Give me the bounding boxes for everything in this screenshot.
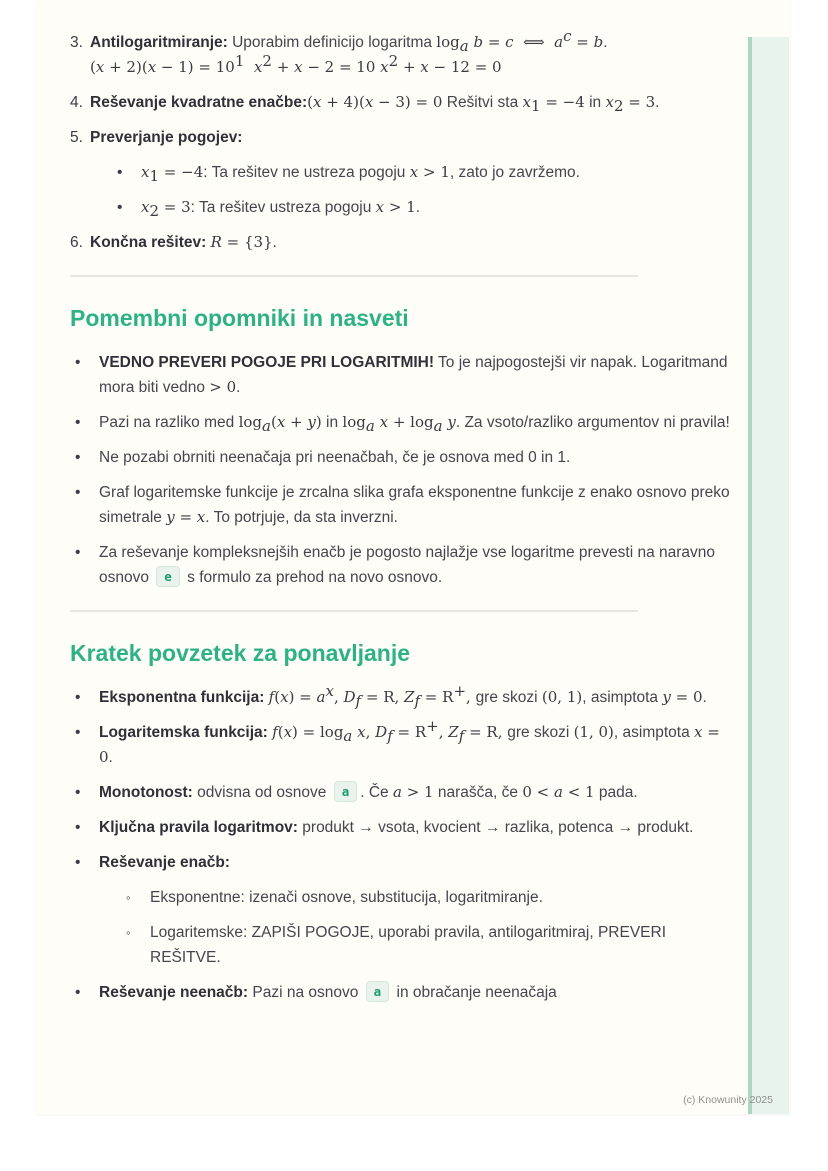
text-run: + xyxy=(398,58,421,76)
numbered-item-text xyxy=(90,125,730,220)
bullet-item-text xyxy=(99,540,730,590)
text-line xyxy=(99,410,730,435)
bullet-item-text xyxy=(141,195,730,220)
text-run: + xyxy=(453,681,467,700)
text-run: ( xyxy=(277,723,284,741)
text-run: f xyxy=(414,692,421,711)
text-run: . Za vsoto/razliko argumentov ni pravila! xyxy=(455,414,730,431)
text-line xyxy=(99,350,730,400)
section-divider xyxy=(70,610,638,612)
bullet-item-text xyxy=(141,160,730,185)
sub-bullet-list xyxy=(90,160,730,220)
text-run: (0, 1) xyxy=(541,688,583,706)
text-run: = 0 xyxy=(99,723,720,766)
bullet-item xyxy=(112,195,730,220)
numbered-item-number: 6. xyxy=(70,234,83,251)
document-content xyxy=(70,26,730,1015)
text-run: x xyxy=(276,413,286,431)
bullet-marker-icon: • xyxy=(75,354,81,371)
bullet-marker-icon: • xyxy=(75,854,81,871)
text-run xyxy=(244,58,254,76)
section-heading: Pomembni opomniki in nasveti xyxy=(70,305,409,331)
text-run: odvisna od osnove xyxy=(197,784,331,801)
text-run: x xyxy=(141,198,150,216)
numbered-item xyxy=(70,230,730,255)
text-run: x xyxy=(364,93,374,111)
text-run: x xyxy=(283,723,293,741)
text-run: = R xyxy=(420,688,454,706)
text-run: = xyxy=(571,33,594,51)
text-run: f xyxy=(268,688,275,706)
text-line xyxy=(99,850,730,875)
text-run: + log xyxy=(388,413,434,431)
text-run: 2 xyxy=(613,97,624,116)
text-run: > 0 xyxy=(209,378,237,396)
text-run: narašča, če xyxy=(433,784,523,801)
text-run: x xyxy=(605,93,614,111)
text-run: Preverjanje pogojev: xyxy=(90,129,243,146)
text-run: R xyxy=(210,233,222,251)
text-run: ) xyxy=(315,413,322,431)
text-run: = R, xyxy=(464,723,508,741)
text-run: log xyxy=(342,413,366,431)
text-run: ( xyxy=(270,413,277,431)
text-run: : Ta rešitev ne ustreza pogoju xyxy=(203,164,410,181)
text-run: b xyxy=(593,33,604,51)
text-run: x xyxy=(196,508,206,526)
bullet-marker-icon: ◦ xyxy=(126,890,131,905)
text-run: D xyxy=(343,688,356,706)
text-run: Eksponentne: izenači osnove, substitucija, logaritmiranje. xyxy=(150,889,543,906)
text-run: c xyxy=(505,33,514,51)
text-run: ⟺ xyxy=(513,33,555,51)
section-divider xyxy=(70,275,638,277)
bullet-item xyxy=(70,480,730,530)
text-run: = xyxy=(174,508,197,526)
text-run: a xyxy=(392,783,402,801)
text-run: . xyxy=(603,34,608,51)
text-run: ) = log xyxy=(292,723,344,741)
bullet-item xyxy=(121,920,730,970)
text-run: a xyxy=(554,783,563,801)
scrollbar-track[interactable] xyxy=(748,37,789,1114)
bullet-item-text xyxy=(99,410,730,435)
text-run: Ne pozabi obrniti neenačaja pri neenačbah, če je osnova med 0 in 1. xyxy=(99,449,571,466)
text-run: 0 < xyxy=(522,783,554,801)
text-line xyxy=(99,445,730,470)
numbered-item xyxy=(70,125,730,220)
text-run: . xyxy=(272,234,277,251)
text-run: 1 xyxy=(234,51,245,70)
text-run: , zato jo zavržemo. xyxy=(449,164,580,181)
bullet-marker-icon: • xyxy=(75,819,81,836)
text-run: b xyxy=(473,33,484,51)
text-run: = 0 xyxy=(670,688,703,706)
bullet-marker-icon: • xyxy=(75,544,81,561)
numbered-item xyxy=(70,26,730,80)
text-run: f xyxy=(355,692,362,711)
text-run: ) = xyxy=(288,688,317,706)
bullet-item xyxy=(70,815,730,840)
text-run: s formulo za prehod na novo osnovo. xyxy=(182,569,443,586)
bullet-marker-icon: • xyxy=(117,199,123,216)
text-run: . xyxy=(415,199,421,216)
text-run: x xyxy=(147,58,157,76)
text-run: , asimptota xyxy=(613,724,695,741)
text-run: , xyxy=(438,723,449,741)
text-run: c xyxy=(563,26,572,45)
text-run: x xyxy=(375,198,385,216)
text-run: x xyxy=(95,58,105,76)
text-run: log xyxy=(436,33,460,51)
numbered-item-number: 5. xyxy=(70,129,83,146)
text-run: Končna rešitev: xyxy=(90,234,211,251)
text-run: To je najpogostejši vir napak. Logaritmand mora biti vedno xyxy=(99,354,728,396)
text-run: Rešitvi sta xyxy=(442,94,523,111)
text-run: Graf logaritemske funkcije je zrcalna slika grafa eksponentne funkcije z enako osnovo preko simetrale xyxy=(99,484,730,526)
document-page xyxy=(37,0,790,1114)
text-run: = 3 xyxy=(623,93,656,111)
text-run: y xyxy=(662,688,671,706)
text-run: VEDNO PREVERI POGOJE PRI LOGARITMIH! xyxy=(99,354,435,371)
text-run: x xyxy=(280,688,289,706)
text-run: Monotonost: xyxy=(99,784,198,801)
inline-code-badge: e xyxy=(156,566,180,587)
text-run: gre skozi xyxy=(475,689,542,706)
bullet-item xyxy=(70,410,730,435)
text-run: Pazi na osnovo xyxy=(252,984,363,1001)
bullet-item-text xyxy=(99,850,730,970)
text-line xyxy=(99,716,730,770)
bullet-item-text xyxy=(99,780,730,805)
bullet-item xyxy=(121,885,730,910)
text-run: + xyxy=(285,413,308,431)
text-run: Antilogaritmiranje: xyxy=(90,34,233,51)
text-run: = R xyxy=(392,723,427,741)
text-run: 2 xyxy=(262,51,272,70)
text-run: a xyxy=(433,417,443,436)
text-run: 2 xyxy=(388,51,399,70)
text-run: . To potrjuje, da sta inverzni. xyxy=(205,509,398,526)
text-line xyxy=(90,90,730,115)
text-run: x xyxy=(357,723,366,741)
text-run: − 3) = 0 xyxy=(373,93,443,111)
text-run: x xyxy=(409,163,419,181)
text-run: x xyxy=(253,58,263,76)
numbered-item xyxy=(70,90,730,115)
text-run: log xyxy=(238,413,262,431)
text-run: − 12 = 0 xyxy=(428,58,502,76)
bullet-item xyxy=(70,850,730,970)
bullet-item-text xyxy=(99,350,730,400)
text-run: = −4 xyxy=(159,163,204,181)
text-line xyxy=(99,980,730,1005)
bullet-item-text xyxy=(150,885,730,910)
text-line xyxy=(150,920,730,970)
numbered-item-text xyxy=(90,90,730,115)
bullet-marker-icon: • xyxy=(75,414,81,431)
text-run: a xyxy=(316,688,326,706)
text-run: , xyxy=(365,723,376,741)
numbered-item-text xyxy=(90,230,730,255)
text-run: f xyxy=(387,727,393,746)
text-line xyxy=(90,26,730,56)
bullet-item xyxy=(112,160,730,185)
text-run: in xyxy=(321,414,343,431)
bullet-marker-icon: • xyxy=(75,449,81,466)
text-run: Pazi na razliko med xyxy=(99,414,239,431)
bullet-list xyxy=(70,681,730,1005)
bullet-marker-icon: • xyxy=(75,689,81,706)
text-run: . Če xyxy=(360,784,393,801)
bullet-list xyxy=(70,350,730,590)
text-run: + xyxy=(271,58,295,76)
bullet-marker-icon: • xyxy=(75,784,81,801)
text-run: Logaritemska funkcija: xyxy=(99,724,273,741)
text-run: − 2 = 10 xyxy=(302,58,381,76)
text-run: a xyxy=(459,37,469,56)
bullet-item xyxy=(70,445,730,470)
text-run: y xyxy=(447,413,456,431)
numbered-item-number: 4. xyxy=(70,94,83,111)
text-run: a xyxy=(262,417,271,436)
text-line xyxy=(99,540,730,590)
text-run: D xyxy=(375,723,388,741)
text-run: > 1 xyxy=(384,198,416,216)
text-run: + 4)( xyxy=(321,93,365,111)
text-line xyxy=(141,195,730,220)
text-run: Z xyxy=(404,688,415,706)
bullet-marker-icon: • xyxy=(75,984,81,1001)
bullet-item xyxy=(70,980,730,1005)
text-line xyxy=(141,160,730,185)
inline-code-badge: a xyxy=(334,781,358,802)
text-run: = R, xyxy=(361,688,405,706)
text-run: Logaritemske: ZAPIŠI POGOJE, uporabi pravila, antilogaritmiraj, PREVERI REŠITVE. xyxy=(150,924,667,966)
text-run: − 1) = 10 xyxy=(156,58,235,76)
text-run: f xyxy=(272,723,278,741)
text-run: 1 xyxy=(149,167,160,186)
text-run: . xyxy=(108,749,113,766)
text-run: a xyxy=(343,727,353,746)
bullet-item xyxy=(70,350,730,400)
text-run: x xyxy=(380,58,389,76)
inline-code-badge: a xyxy=(366,981,390,1002)
bullet-item xyxy=(70,681,730,711)
text-run: Reševanje kvadratne enačbe: xyxy=(90,94,308,111)
text-run: > 1 xyxy=(401,783,434,801)
bullet-item xyxy=(70,716,730,770)
text-line xyxy=(99,480,730,530)
text-run: x xyxy=(294,58,303,76)
text-run: , xyxy=(466,688,476,706)
text-run: . xyxy=(236,379,241,396)
text-run: x xyxy=(522,93,532,111)
text-run: y xyxy=(307,413,316,431)
bullet-item-text xyxy=(99,681,730,711)
text-run: = 3 xyxy=(159,198,191,216)
text-run: ( xyxy=(307,93,313,111)
text-run: Z xyxy=(448,723,459,741)
text-run: Uporabim definicijo logaritma xyxy=(232,34,437,51)
text-run: x xyxy=(694,723,703,741)
text-run: Reševanje neenačb: xyxy=(99,984,253,1001)
text-line xyxy=(99,815,730,840)
text-run: ( xyxy=(90,58,96,76)
text-run: x xyxy=(141,163,150,181)
text-run: , xyxy=(333,688,344,706)
text-line xyxy=(150,885,730,910)
text-run: > 1 xyxy=(418,163,450,181)
text-run: x xyxy=(325,681,334,700)
text-run: a xyxy=(554,33,564,51)
bullet-item xyxy=(70,540,730,590)
text-run: a xyxy=(365,417,375,436)
bullet-marker-icon: • xyxy=(117,164,123,181)
bullet-item xyxy=(70,780,730,805)
bullet-item-text xyxy=(99,445,730,470)
text-run: = xyxy=(483,33,506,51)
text-run: ( xyxy=(274,688,281,706)
text-run: + 2)( xyxy=(104,58,148,76)
text-run: f xyxy=(458,727,465,746)
text-run: , asimptota xyxy=(582,689,663,706)
text-run: produkt → vsota, kvocient → razlika, potenca → produkt. xyxy=(302,819,694,836)
bullet-marker-icon: ◦ xyxy=(126,925,131,940)
text-run: Eksponentna funkcija: xyxy=(99,689,269,706)
text-run: . xyxy=(655,94,660,111)
text-run: 2 xyxy=(149,202,160,221)
text-run: x xyxy=(379,413,389,431)
bullet-item-text xyxy=(99,815,730,840)
text-line xyxy=(99,780,730,805)
text-run: < 1 xyxy=(562,783,595,801)
text-line xyxy=(99,681,730,711)
text-run: . xyxy=(702,689,707,706)
numbered-item-text xyxy=(90,26,730,80)
text-run: in xyxy=(584,94,606,111)
bullet-marker-icon: • xyxy=(75,484,81,501)
text-run: Reševanje enačb: xyxy=(99,854,230,871)
footer-copyright: (c) Knowunity 2025 xyxy=(683,1094,773,1106)
text-line xyxy=(90,51,730,80)
bullet-item-text xyxy=(99,716,730,770)
text-run: x xyxy=(420,58,429,76)
bullet-item-text xyxy=(99,480,730,530)
text-run: pada. xyxy=(594,784,638,801)
text-line xyxy=(90,230,730,255)
text-run: = −4 xyxy=(540,93,585,111)
bullet-item-text xyxy=(99,980,730,1005)
text-run: : Ta rešitev ustreza pogoju xyxy=(190,199,376,216)
section-heading: Kratek povzetek za ponavljanje xyxy=(70,640,411,666)
sub-bullet-list xyxy=(99,885,730,970)
text-run: = {3} xyxy=(221,233,273,251)
text-run: in obračanje neenačaja xyxy=(392,984,557,1001)
text-run: x xyxy=(312,93,322,111)
text-run: (1, 0) xyxy=(573,723,614,741)
text-run: Ključna pravila logaritmov: xyxy=(99,819,303,836)
text-run: + xyxy=(426,716,439,735)
text-run: 1 xyxy=(531,97,541,116)
text-run: gre skozi xyxy=(507,724,574,741)
text-run: y xyxy=(166,508,175,526)
numbered-item-number: 3. xyxy=(70,34,83,51)
text-run: Za reševanje kompleksnejših enačb je pogosto najlažje vse logaritme prevesti na naravno osnovo xyxy=(99,544,716,586)
bullet-marker-icon: • xyxy=(75,724,81,741)
bullet-item-text xyxy=(150,920,730,970)
text-line xyxy=(90,125,730,150)
